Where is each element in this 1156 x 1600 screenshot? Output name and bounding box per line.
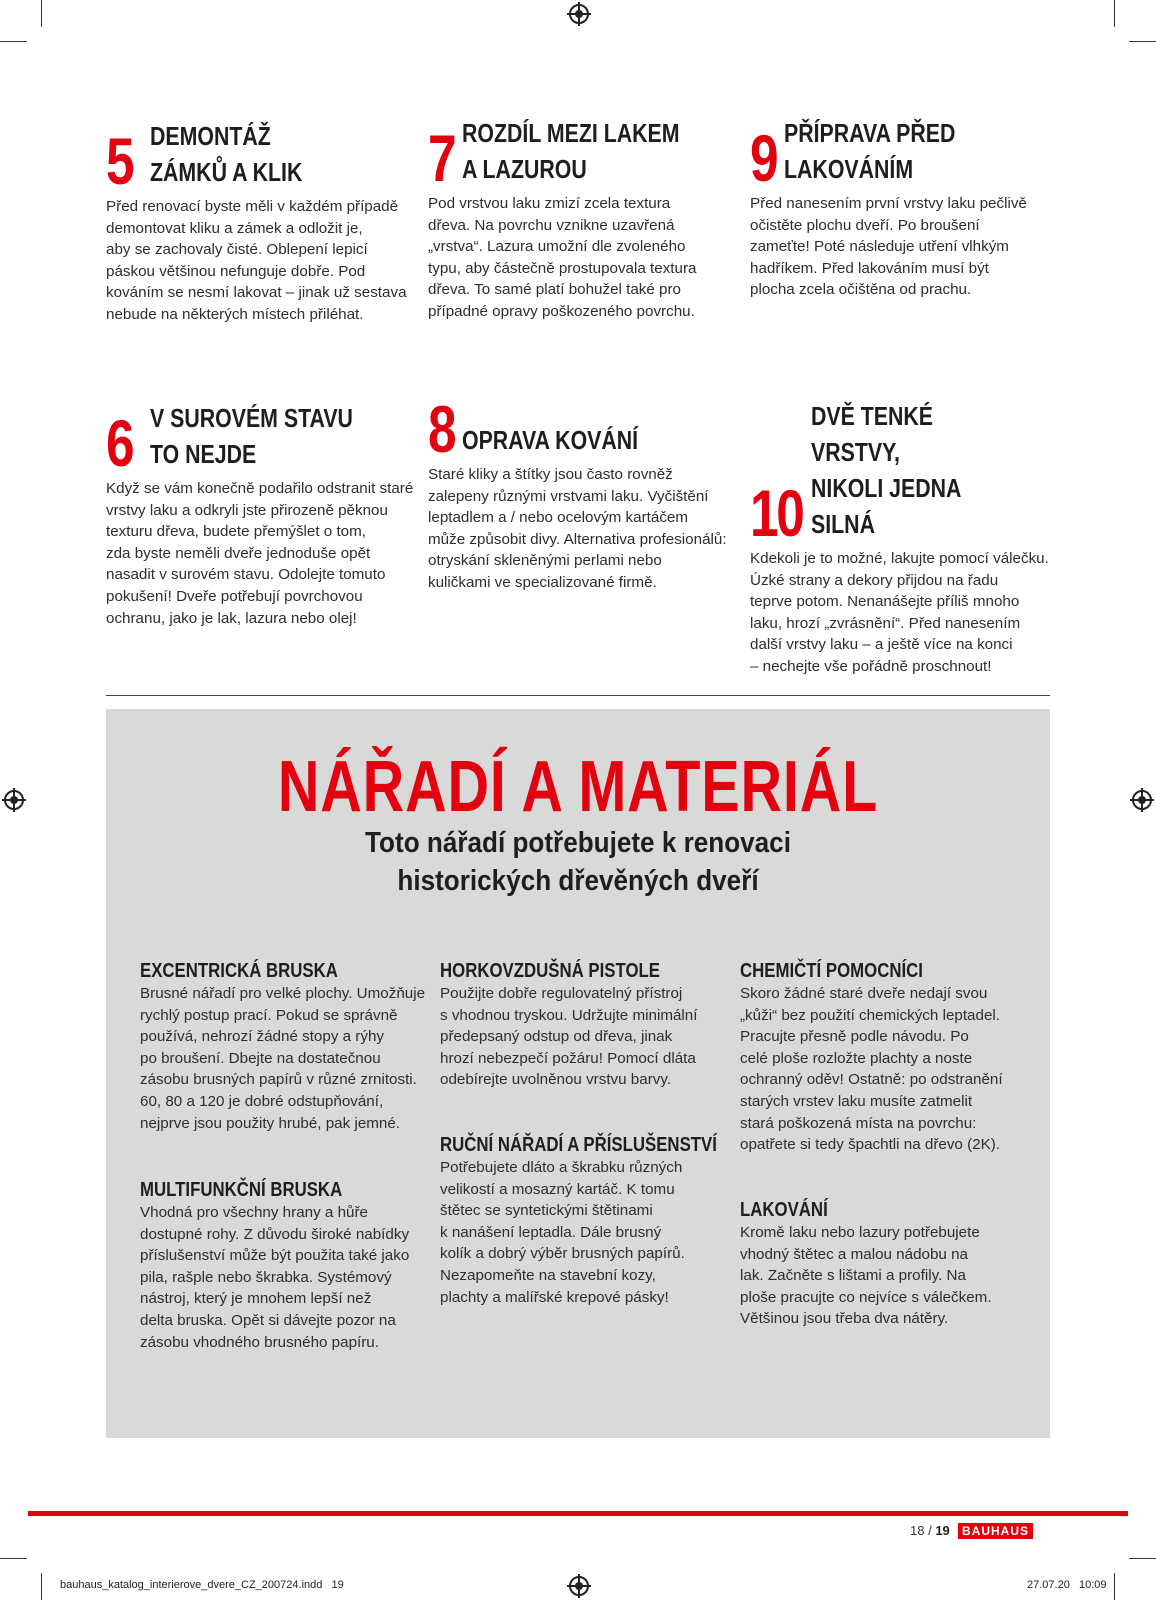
page-prefix: 18 / — [910, 1523, 932, 1538]
tool-title: EXCENTRICKÁ BRUSKA — [140, 960, 338, 982]
crop-mark — [41, 0, 42, 27]
tool-title: RUČNÍ NÁŘADÍ A PŘÍSLUŠENSTVÍ — [440, 1134, 717, 1156]
step-9 — [750, 115, 1060, 301]
tool-title: CHEMIČTÍ POMOCNÍCI — [740, 960, 923, 982]
step-number: 5 — [106, 124, 133, 198]
crop-mark — [1114, 1573, 1115, 1600]
date-slug: 27.07.20 10:09 — [1027, 1579, 1107, 1591]
tool-item — [440, 1133, 730, 1308]
step-6 — [106, 400, 416, 629]
step-text: Před nanesením první vrstvy laku pečlivě očistěte plochu dveří. Po broušení zameťte! Poté následuje utření vlhkým hadříkem. Před lakováním musí být plocha zcela očištěna od prachu. — [750, 195, 1027, 299]
registration-mark-icon — [569, 1576, 589, 1596]
step-number: 10 — [750, 476, 803, 550]
tool-title: MULTIFUNKČNÍ BRUSKA — [140, 1179, 343, 1201]
bauhaus-logo: BAUHAUS — [958, 1523, 1033, 1539]
section-divider — [106, 695, 1050, 696]
step-number: 7 — [428, 121, 455, 195]
step-10 — [750, 398, 1070, 678]
crop-mark — [1114, 0, 1115, 27]
tool-item — [440, 959, 730, 1091]
step-5 — [106, 118, 416, 326]
step-title: DVĚ TENKÉ VRSTVY, NIKOLI JEDNA SILNÁ — [811, 401, 962, 539]
step-7 — [428, 115, 738, 323]
tool-title: LAKOVÁNÍ — [740, 1199, 828, 1221]
tool-text: Kromě laku nebo lazury potřebujete vhodný štětec a malou nádobu na lak. Začněte s lištami a profily. Na ploše pracujte co nejvíce s válečkem. Většinou jsou třeba dva nátěry. — [740, 1224, 992, 1328]
step-text: Před renovací byste měli v každém případě demontovat kliku a zámek a odložit je, aby se zachovaly čisté. Oblepení lepicí páskou většinou nefunguje dobře. Pod kováním se nesmí lakovat – jinak už sestava nebude na některých místech přiléhat. — [106, 198, 407, 323]
tool-text: Použijte dobře regulovatelný přístroj s vhodnou tryskou. Udržujte minimální předepsaný odstup od dřeva, jinak hrozí nebezpečí požáru! Pomocí dláta odebírejte uvolněnou vrstvu barvy. — [440, 985, 698, 1089]
step-text: Kdekoli je to možné, lakujte pomocí válečku. Úzké strany a dekory přijdou na řadu teprve potom. Nenanášejte příliš mnoho laku, hrozí „zvrásnění“. Před nanesením další vrstvy laku – a ještě více na konci – nechejte vše pořádně proschnout! — [750, 550, 1049, 675]
step-title: OPRAVA KOVÁNÍ — [461, 425, 638, 455]
crop-mark — [0, 1558, 27, 1559]
step-number: 6 — [106, 406, 133, 480]
tool-text: Brusné nářadí pro velké plochy. Umožňuje rychlý postup prací. Pokud se správně používá, nehrozí žádné stopy a rýhy po broušení. Dbejte na dostatečnou zásobu brusných papírů v různé zrnitosti. 60, 80 a 120 je dobré odstupňování, nejprve jsou použity hrubé, pak jemné. — [140, 985, 426, 1132]
file-slug: bauhaus_katalog_interierove_dvere_CZ_200724.indd 19 — [60, 1579, 344, 1591]
step-title: DEMONTÁŽ ZÁMKŮ A KLIK — [149, 121, 303, 187]
step-title: PŘÍPRAVA PŘED LAKOVÁNÍM — [783, 118, 956, 184]
crop-mark — [41, 1573, 42, 1600]
step-title: V SUROVÉM STAVU TO NEJDE — [149, 403, 353, 469]
registration-mark-icon — [4, 790, 24, 810]
step-text: Pod vrstvou laku zmizí zcela textura dřeva. Na povrchu vznikne uzavřená „vrstva“. Lazura umožní dle zvoleného typu, aby částečně prostupovala textura dřeva. To samé platí bohužel také pro případné opravy poškozeného povrchu. — [428, 195, 697, 320]
tool-item — [740, 1198, 1040, 1330]
tool-text: Vhodná pro všechny hrany a hůře dostupné rohy. Z důvodu široké nabídky příslušenství může být použita také jako pila, rašple nebo škrabka. Systémový nástroj, který je mnohem lepší než delta bruska. Opět si dávejte pozor na zásobu vhodného brusného papíru. — [140, 1204, 410, 1351]
step-8 — [428, 392, 738, 594]
tool-title: HORKOVZDUŠNÁ PISTOLE — [440, 960, 660, 982]
footer-bar — [28, 1511, 1128, 1516]
registration-mark-icon — [1132, 790, 1152, 810]
crop-mark — [1129, 1558, 1156, 1559]
crop-mark — [1129, 41, 1156, 42]
tool-text: Potřebujete dláto a škrabku různých velikostí a mosazný kartáč. K tomu štětec se syntetickými štětinami k nanášení leptadla. Dále brusný kolík a dobrý výběr brusných papírů. Nezapomeňte na stavební kozy, plachty a malířské krepové pásky! — [440, 1159, 685, 1306]
page-current: 19 — [935, 1523, 950, 1538]
step-text: Staré kliky a štítky jsou často rovněž zalepeny různými vrstvami laku. Vyčištění leptadlem a / nebo ocelovým kartáčem může způsobit divy. Alternativa profesionálů: otryskání skleněnými perlami nebo kuličkami ve specializované firmě. — [428, 466, 727, 591]
step-number: 8 — [428, 392, 455, 466]
step-text: Když se vám konečně podařilo odstranit staré vrstvy laku a odkryli jste přirozeně pěknou texturu dřeva, budete přemýšlet o tom, zda byste neměli dveře jednoduše opět nasadit v surovém stavu. Odolejte tomuto pokušení! Dveře potřebují povrchovou ochranu, jako je lak, lazura nebo olej! — [106, 480, 414, 627]
page-number — [910, 1523, 950, 1538]
tool-item — [140, 1178, 430, 1353]
panel-subtitle: Toto nářadí potřebujete k renovaci historických dřevěných dveří — [365, 827, 791, 897]
tool-item — [140, 959, 430, 1134]
tool-item — [740, 959, 1040, 1156]
tools-panel — [106, 709, 1050, 1438]
registration-mark-icon — [569, 4, 589, 24]
tool-text: Skoro žádné staré dveře nedají svou „kůži“ bez použití chemických leptadel. Pracujte přesně podle návodu. Po celé ploše rozložte plachty a noste ochranný oděv! Ostatně: po odstranění starých vrstev laku musíte zatmelit stará poškozená místa na povrchu: opatřete si tedy špachtli na dřevo (2K). — [740, 985, 1003, 1154]
step-title: ROZDÍL MEZI LAKEM A LAZUROU — [461, 118, 680, 184]
step-number: 9 — [750, 121, 777, 195]
panel-title: NÁŘADÍ A MATERIÁL — [277, 747, 879, 827]
crop-mark — [0, 41, 27, 42]
